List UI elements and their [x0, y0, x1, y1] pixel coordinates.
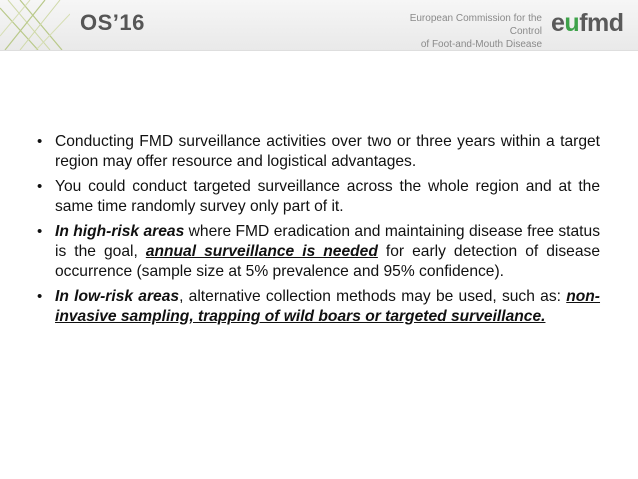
bullet-list — [37, 132, 600, 327]
diagonal-lines-graphic — [0, 0, 70, 50]
logo-letter-e: e — [551, 9, 565, 37]
bullet-item — [37, 177, 600, 217]
organization-line-1: European Commission for the Control — [409, 13, 542, 37]
slide-body — [37, 132, 600, 332]
bullet-text: You could conduct targeted surveillance across the whole region and at the same time randomly survey only part of it. — [55, 178, 600, 215]
bullet-lead: In low-risk areas — [55, 288, 180, 305]
bullet-text: for early detection of disease occurrence (sample size at 5% prevalence and 95% confidence). — [55, 243, 600, 280]
logo-text-fmd: fmd — [579, 9, 624, 37]
bullet-lead: In high-risk areas — [55, 223, 185, 240]
bullet-text: where FMD eradication and maintaining disease free status is the goal, — [55, 223, 600, 260]
eufmd-logo — [551, 9, 624, 38]
bullet-item — [37, 287, 600, 327]
logo-letter-u: u — [564, 9, 580, 37]
organization-line-2: of Foot-and-Mouth Disease — [420, 39, 542, 50]
slide-header — [0, 0, 638, 51]
bullet-item — [37, 132, 600, 172]
bullet-emphasis: non-invasive sampling, trapping of wild boars or targeted surveillance. — [55, 288, 601, 325]
organization-name — [392, 12, 542, 51]
bullet-text: , alternative collection methods may be used, such as: — [179, 288, 567, 305]
bullet-text: Conducting FMD surveillance activities over two or three years within a target region may offer resource and logistical advantages. — [55, 133, 600, 170]
bullet-item — [37, 222, 600, 282]
bullet-emphasis: annual surveillance is needed — [145, 243, 378, 260]
session-title: OS’16 — [80, 10, 145, 35]
